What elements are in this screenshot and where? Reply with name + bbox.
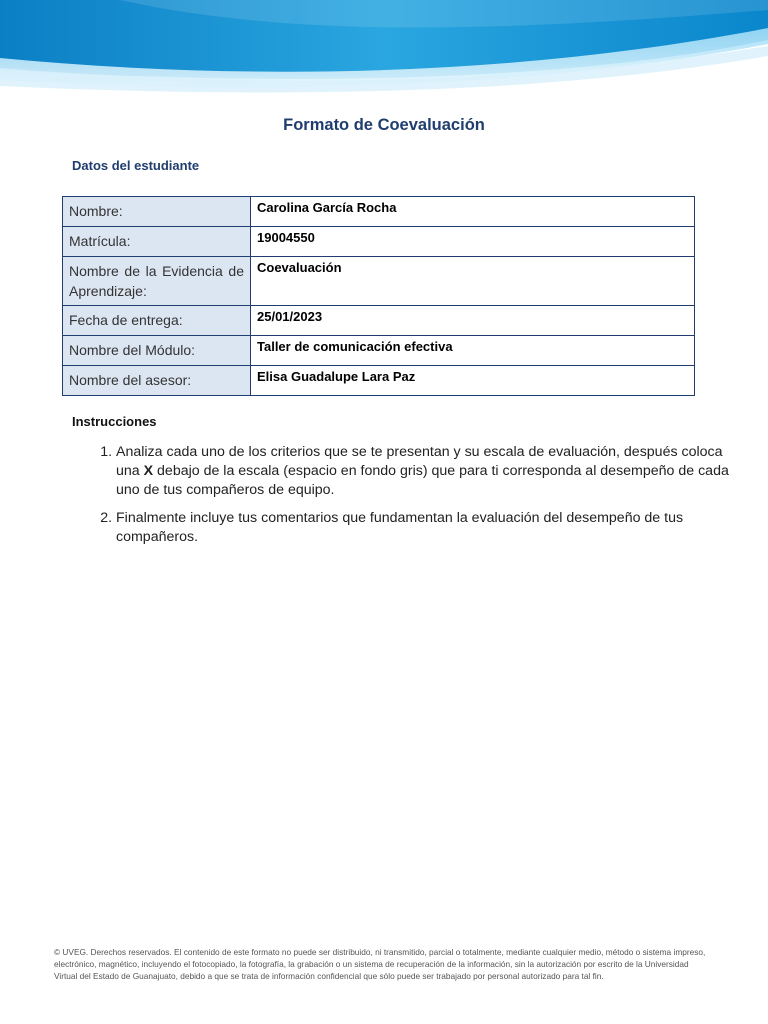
instruction-text: debajo de la escala (espacio en fondo gris) que para ti corresponda al desempeño de cada uno de tus compañeros de equipo. [116,463,729,498]
instruction-text: Finalmente incluye tus comentarios que fundamentan la evaluación del desempeño de tus compañeros. [116,510,684,545]
label-cell: Fecha de entrega: [63,306,251,336]
table-row [63,306,695,336]
banner-wave-graphic [0,0,768,96]
label-cell: Nombre del Módulo: [63,336,251,366]
table-row [63,366,695,396]
header-banner [0,0,768,96]
instruction-text: Analiza cada uno de los criterios que se te presentan y su escala de evaluación, después coloca una [116,444,723,479]
label-cell: Nombre de la Evidencia de Aprendizaje: [63,257,251,306]
value-cell: Taller de comunicación efectiva [251,336,695,366]
instructions-heading: Instrucciones [72,414,157,429]
list-item [116,443,746,500]
page-title: Formato de Coevaluación [283,116,485,134]
instructions-list [72,434,746,547]
value-cell: Coevaluación [251,257,695,306]
table-row [63,257,695,306]
value-cell: 25/01/2023 [251,306,695,336]
label-cell: Nombre: [63,197,251,227]
instruction-emphasis: X [143,463,154,479]
label-cell: Matrícula: [63,227,251,257]
table-row [63,197,695,227]
label-cell: Nombre del asesor: [63,366,251,396]
list-item [116,509,746,547]
student-data-heading: Datos del estudiante [72,158,200,173]
value-cell: 19004550 [251,227,695,257]
table-row [63,336,695,366]
value-cell: Carolina García Rocha [251,197,695,227]
value-cell: Elisa Guadalupe Lara Paz [251,366,695,396]
copyright-footer: © UVEG. Derechos reservados. El contenido de este formato no puede ser distribuido, ni transmitido, parcial o totalmente, mediante cualquier medio, método o sistema impreso, electrónico, magnético, incluyendo el fotocopiado, la fotografía, la grabación o un sistema de recuperación de la información, sin la autorización por escrito de la Universidad Virtual del Estado de Guanajuato, debido a que se trata de información confidencial que sólo puede ser trabajado por personal autorizado para tal fin. [54,947,706,981]
table-row [63,227,695,257]
student-data-table [62,196,695,396]
